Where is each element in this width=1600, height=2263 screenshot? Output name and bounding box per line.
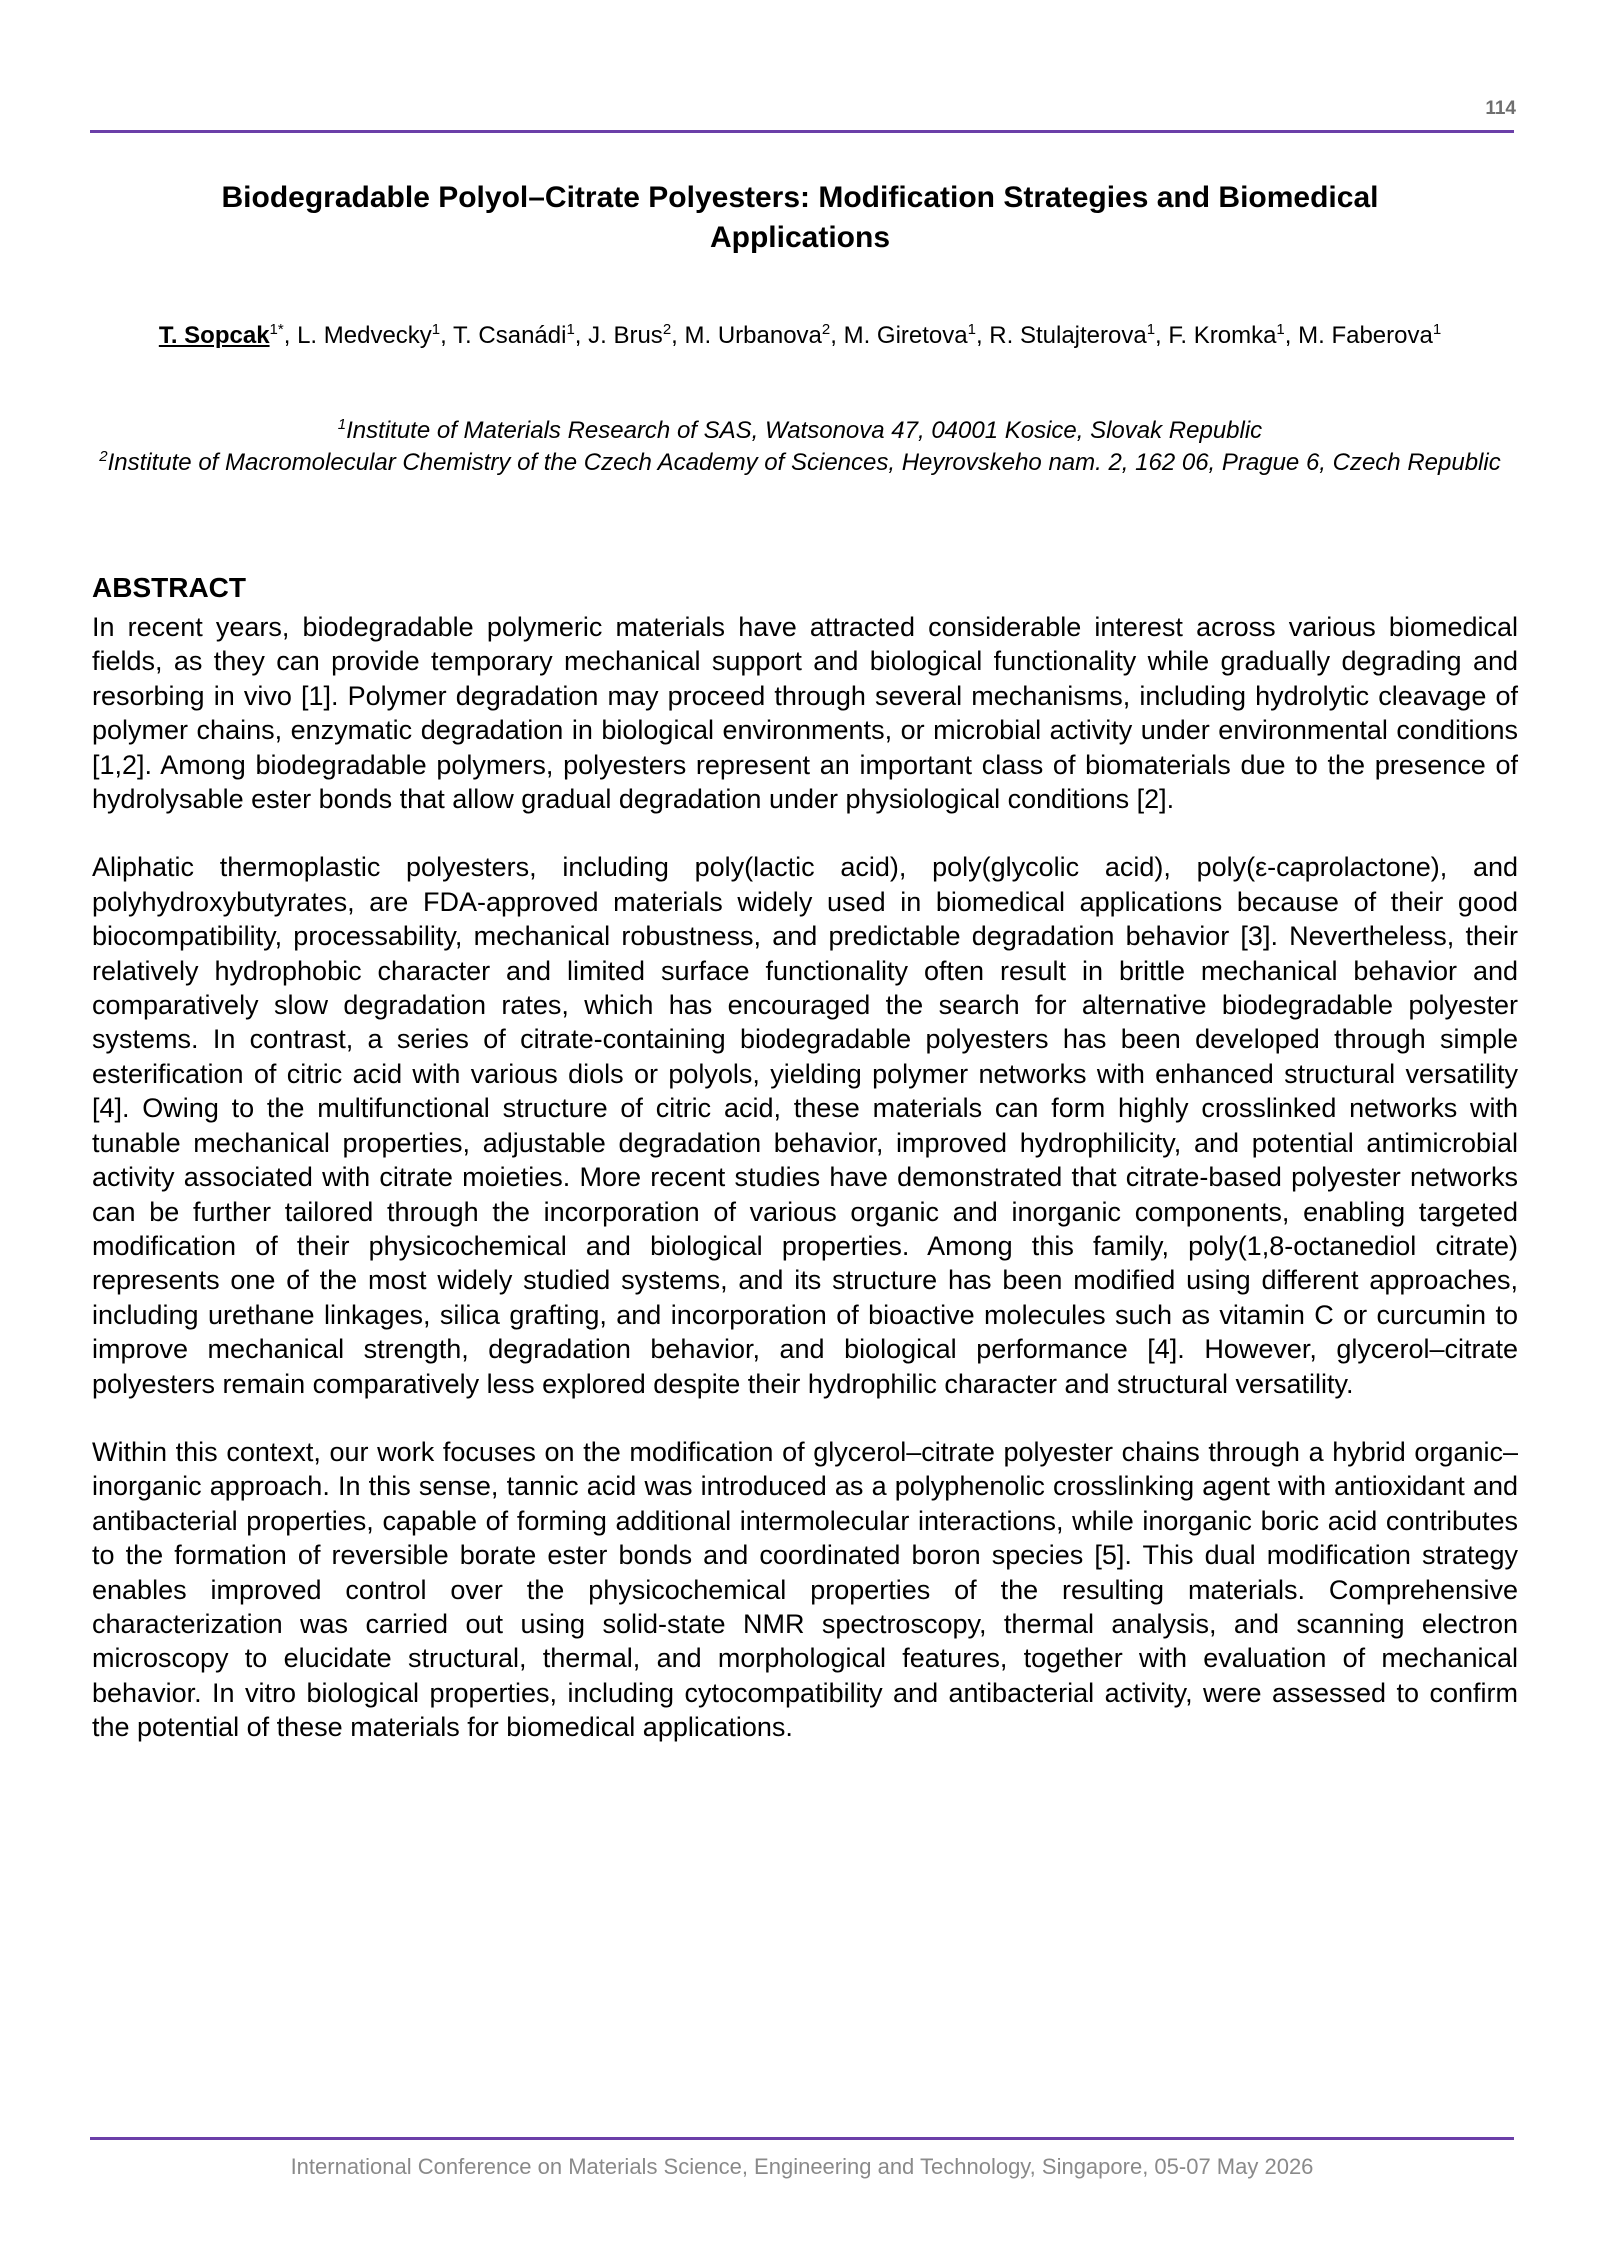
author: R. Stulajterova$^1$ xyxy=(989,321,1156,349)
author: T. Sopcak$^{1*}$ xyxy=(158,321,284,349)
author: L. Medvecky$^1$ xyxy=(297,321,441,349)
author: T. Csanádi$^1$ xyxy=(453,321,575,349)
author: M. Faberova$^1$ xyxy=(1298,321,1442,349)
affiliation: $^2$Institute of Macromolecular Chemistry of the Czech Academy of Sciences, Heyrovskeho nam. 2, 162 06, Prague 6, Czech Republic xyxy=(99,448,1501,476)
author: F. Kromka$^1$ xyxy=(1168,321,1285,349)
author: M. Giretova$^1$ xyxy=(843,321,976,349)
author: M. Urbanova$^2$ xyxy=(684,321,831,349)
abstract-heading: ABSTRACT xyxy=(92,572,246,603)
page-number: 114 xyxy=(1485,98,1516,119)
footer-rule xyxy=(90,2137,1514,2140)
affiliation: $^1$Institute of Materials Research of SAS, Watsonova 47, 04001 Kosice, Slovak Republic xyxy=(337,416,1263,444)
abstract-body xyxy=(92,610,1518,1779)
abstract-paragraph: Within this context, our work focuses on the modification of glycerol–citrate polyester chains through a hybrid organic–inorganic approach. In this sense, tannic acid was introduced as a polyphenolic crosslinking agent with antioxidant and antibacterial properties, capable of forming additional intermolecular interactions, while inorganic boric acid contributes to the formation of reversible borate ester bonds and coordinated boron species [5]. This dual modification strategy enables improved control over the physicochemical properties of the resulting materials. Comprehensive characterization was carried out using solid-state NMR spectroscopy, thermal analysis, and scanning electron microscopy to elucidate structural, thermal, and morphological features, together with evaluation of mechanical behavior. In vitro biological properties, including cytocompatibility and antibacterial activity, were assessed to confirm the potential of these materials for biomedical applications. xyxy=(92,1436,1518,1743)
header-rule xyxy=(90,130,1514,133)
author-list: T. Sopcak$^{1*}$, L. Medvecky$^1$, T. Csanádi$^1$, J. Brus$^2$, M. Urbanova$^2$, M. Giretova$^1$, R. Stulajterova$^1$, F. Kromka$^1$, M. Faberova$^1$ xyxy=(158,321,1442,349)
abstract-paragraph: Aliphatic thermoplastic polyesters, including poly(lactic acid), poly(glycolic acid), poly(ε-caprolactone), and polyhydroxybutyrates, are FDA-approved materials widely used in biomedical applications because of their good biocompatibility, processability, mechanical robustness, and predictable degradation behavior [3]. Nevertheless, their relatively hydrophobic character and limited surface functionality often result in brittle mechanical behavior and comparatively slow degradation rates, which has encouraged the search for alternative biodegradable polyester systems. In contrast, a series of citrate-containing biodegradable polyesters has been developed through simple esterification of citric acid with various diols or polyols, yielding polymer networks with enhanced structural versatility [4]. Owing to the multifunctional structure of citric acid, these materials can form highly crosslinked networks with tunable mechanical properties, adjustable degradation behavior, improved hydrophilicity, and potential antimicrobial activity associated with citrate moieties. More recent studies have demonstrated that citrate-based polyester networks can be further tailored through the incorporation of various organic and inorganic components, enabling targeted modification of their physicochemical and biological properties. Among this family, poly(1,8-octanediol citrate) represents one of the most widely studied systems, and its structure has been modified using different approaches, including urethane linkages, silica grafting, and incorporation of bioactive molecules such as vitamin C or curcumin to improve mechanical strength, degradation behavior, and biological performance [4]. However, glycerol–citrate polyesters remain comparatively less explored despite their hydrophilic character and structural versatility. xyxy=(92,852,1518,1399)
footer-text: International Conference on Materials Science, Engineering and Technology, Singapore, 05-07 May 2026 xyxy=(290,2154,1314,2179)
paper-title: Biodegradable Polyol–Citrate Polyesters: Modification Strategies and Biomedical Applications xyxy=(221,181,1379,254)
abstract-paragraph: In recent years, biodegradable polymeric materials have attracted considerable interest across various biomedical fields, as they can provide temporary mechanical support and biological functionality while gradually degrading and resorbing in vivo [1]. Polymer degradation may proceed through several mechanisms, including hydrolytic cleavage of polymer chains, enzymatic degradation in biological environments, or microbial activity under environmental conditions [1,2]. Among biodegradable polymers, polyesters represent an important class of biomaterials due to the presence of hydrolysable ester bonds that allow gradual degradation under physiological conditions [2]. xyxy=(92,612,1518,815)
author: J. Brus$^2$ xyxy=(588,321,672,349)
